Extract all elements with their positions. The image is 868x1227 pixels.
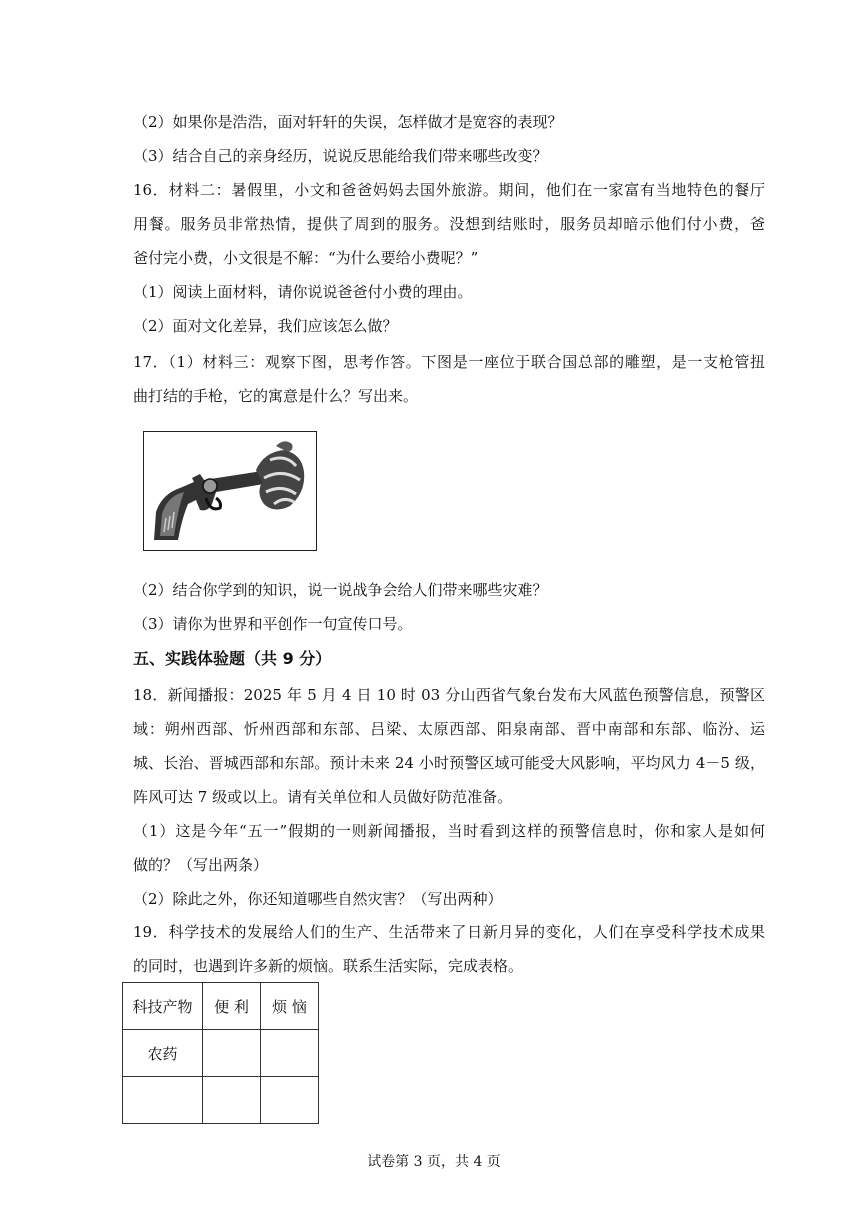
q16-part2: （2）面对文化差异，我们应该怎么做？ bbox=[133, 317, 398, 335]
table-header-row bbox=[123, 983, 319, 1030]
q18-stem-line3: 城、长治、晋城西部和东部。预计未来 24 小时预警区域可能受大风影响，平均风力 4－5 级， bbox=[133, 754, 765, 772]
q18-stem-line2: 域：朔州西部、忻州西部和东部、吕梁、太原西部、阳泉南部、晋中南部和东部、临汾、运 bbox=[133, 720, 765, 738]
knotted-gun-sculpture-image bbox=[143, 431, 317, 551]
q17-stem-line1: 17．（1）材料三：观察下图，思考作答。下图是一座位于联合国总部的雕塑，是一支枪管扭 bbox=[133, 353, 765, 371]
q17-part2: （2）结合你学到的知识，说一说战争会给人们带来哪些灾难？ bbox=[133, 581, 548, 599]
table-header-convenience: 便 利 bbox=[203, 983, 261, 1030]
table-row bbox=[123, 1030, 319, 1077]
table-header-trouble: 烦 恼 bbox=[261, 983, 319, 1030]
q17-stem-line2: 曲打结的手枪，它的寓意是什么？写出来。 bbox=[133, 387, 419, 405]
table-cell-convenience[interactable] bbox=[203, 1030, 261, 1077]
table-cell-trouble[interactable] bbox=[261, 1030, 319, 1077]
q18-part1-line2: 做的？（写出两条） bbox=[133, 856, 269, 874]
tech-table bbox=[122, 982, 319, 1124]
table-cell-trouble[interactable] bbox=[261, 1077, 319, 1124]
table-header-product: 科技产物 bbox=[123, 983, 203, 1030]
table-cell-product: 农药 bbox=[123, 1030, 203, 1077]
page-footer: 试卷第 3 页，共 4 页 bbox=[367, 1154, 501, 1170]
q16-stem-line2: 用餐。服务员非常热情，提供了周到的服务。没想到结账时，服务员却暗示他们付小费，爸 bbox=[133, 215, 765, 233]
q19-stem-line2: 的同时，也遇到许多新的烦恼。联系生活实际，完成表格。 bbox=[133, 957, 524, 975]
q18-stem-line1: 18．新闻播报：2025 年 5 月 4 日 10 时 03 分山西省气象台发布大风蓝色预警信息，预警区 bbox=[133, 686, 765, 704]
q18-part1-line1: （1）这是今年“五一”假期的一则新闻播报，当时看到这样的预警信息时，你和家人是如何 bbox=[133, 822, 765, 840]
q16-stem-line3: 爸付完小费，小文很是不解：“为什么要给小费呢？” bbox=[133, 249, 479, 267]
q17-part3: （3）请你为世界和平创作一句宣传口号。 bbox=[133, 615, 413, 633]
q16-part1: （1）阅读上面材料，请你说说爸爸付小费的理由。 bbox=[133, 283, 473, 301]
table-row bbox=[123, 1077, 319, 1124]
section-five-title: 五、实践体验题（共 9 分） bbox=[133, 649, 332, 668]
knotted-gun-icon bbox=[144, 432, 316, 550]
table-cell-convenience[interactable] bbox=[203, 1077, 261, 1124]
q19-stem-line1: 19．科学技术的发展给人们的生产、生活带来了日新月异的变化，人们在享受科学技术成果 bbox=[133, 923, 765, 941]
table-cell-product[interactable] bbox=[123, 1077, 203, 1124]
q15-part3: （3）结合自己的亲身经历，说说反思能给我们带来哪些改变？ bbox=[133, 147, 548, 165]
q18-stem-line4: 阵风可达 7 级或以上。请有关单位和人员做好防范准备。 bbox=[133, 788, 513, 806]
q18-part2: （2）除此之外，你还知道哪些自然灾害？（写出两种） bbox=[133, 890, 503, 908]
q16-stem-line1: 16．材料二：暑假里，小文和爸爸妈妈去国外旅游。期间，他们在一家富有当地特色的餐厅 bbox=[133, 181, 765, 199]
q15-part2: （2）如果你是浩浩，面对轩轩的失误，怎样做才是宽容的表现？ bbox=[133, 113, 563, 131]
